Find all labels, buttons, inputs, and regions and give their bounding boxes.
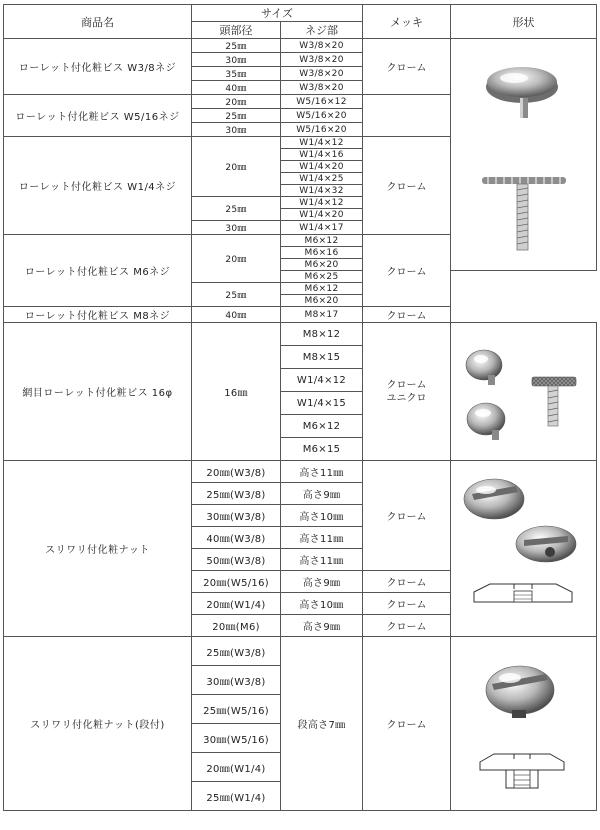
head-diameter-cell: 25㎜(W5/16) <box>192 695 281 724</box>
head-diameter-cell: 20㎜(W1/4) <box>192 753 281 782</box>
screw-cell: M6×12 <box>281 283 363 295</box>
product-name: 網目ローレット付化粧ビス 16φ <box>4 323 192 461</box>
header-head-diameter: 頭部径 <box>192 22 281 39</box>
screw-cell: M8×17 <box>281 307 363 323</box>
plating-cell: クローム <box>363 307 451 323</box>
shape-image-mesh-knurled-screw <box>451 323 597 461</box>
screw-cell: 高さ10㎜ <box>281 505 363 527</box>
product-name: ローレット付化粧ビス M6ネジ <box>4 235 192 307</box>
table-row <box>4 461 597 483</box>
product-name: ローレット付化粧ビス W3/8ネジ <box>4 39 192 95</box>
plating-cell: クローム <box>363 615 451 637</box>
plating-unichrome: ユニクロ <box>386 392 427 404</box>
screw-cell: W3/8×20 <box>281 81 363 95</box>
head-diameter-cell: 30㎜ <box>192 53 281 67</box>
screw-cell: W1/4×32 <box>281 185 363 197</box>
screw-cell: W5/16×20 <box>281 109 363 123</box>
screw-cell: M6×20 <box>281 259 363 271</box>
table-row <box>4 637 597 666</box>
screw-cell: W1/4×16 <box>281 149 363 161</box>
screw-cell: 高さ11㎜ <box>281 527 363 549</box>
head-diameter-cell: 25㎜(W3/8) <box>192 637 281 666</box>
product-name: スリワリ付化粧ナット(段付) <box>4 637 192 811</box>
header-row-1 <box>4 5 597 22</box>
head-diameter-cell: 30㎜(W3/8) <box>192 666 281 695</box>
screw-cell: W1/4×12 <box>281 369 363 392</box>
screw-cell: 高さ9㎜ <box>281 615 363 637</box>
head-diameter-cell: 20㎜(W1/4) <box>192 593 281 615</box>
knurled-screw-illustration <box>464 50 584 260</box>
head-diameter-cell: 25㎜ <box>192 39 281 53</box>
head-diameter-cell: 50㎜(W3/8) <box>192 549 281 571</box>
plating-cell <box>363 323 451 461</box>
plating-cell: クローム <box>363 593 451 615</box>
head-diameter-cell: 25㎜ <box>192 197 281 221</box>
head-diameter-cell: 20㎜(W5/16) <box>192 571 281 593</box>
head-diameter-cell: 25㎜(W3/8) <box>192 483 281 505</box>
table-row <box>4 307 597 323</box>
head-diameter-cell: 30㎜(W3/8) <box>192 505 281 527</box>
screw-cell: M6×16 <box>281 247 363 259</box>
head-diameter-cell: 25㎜ <box>192 283 281 307</box>
screw-cell: W1/4×25 <box>281 173 363 185</box>
head-diameter-cell: 25㎜(W1/4) <box>192 782 281 811</box>
slotted-nut-illustration <box>454 464 594 634</box>
spec-table <box>3 4 597 811</box>
screw-cell: 高さ9㎜ <box>281 483 363 505</box>
head-diameter-cell: 20㎜(W3/8) <box>192 461 281 483</box>
head-diameter-cell: 20㎜ <box>192 235 281 283</box>
screw-cell: W5/16×12 <box>281 95 363 109</box>
screw-cell: M8×12 <box>281 323 363 346</box>
head-diameter-cell: 30㎜ <box>192 123 281 137</box>
head-diameter-cell: 20㎜ <box>192 95 281 109</box>
product-name: ローレット付化粧ビス M8ネジ <box>4 307 192 323</box>
screw-cell: 高さ10㎜ <box>281 593 363 615</box>
product-name: ローレット付化粧ビス W1/4ネジ <box>4 137 192 235</box>
screw-cell: W3/8×20 <box>281 53 363 67</box>
plating-cell: クローム <box>363 637 451 811</box>
head-diameter-cell: 16㎜ <box>192 323 281 461</box>
screw-cell: M8×15 <box>281 346 363 369</box>
screw-cell: 高さ11㎜ <box>281 461 363 483</box>
screw-cell: W1/4×20 <box>281 161 363 173</box>
screw-cell: 段高さ7㎜ <box>281 637 363 811</box>
screw-cell: W1/4×12 <box>281 137 363 149</box>
header-shape: 形状 <box>451 5 597 39</box>
header-product-name: 商品名 <box>4 5 192 39</box>
head-diameter-cell: 20㎜(M6) <box>192 615 281 637</box>
screw-cell: M6×20 <box>281 295 363 307</box>
plating-cell: クローム <box>363 571 451 593</box>
plating-cell: クローム <box>363 235 451 307</box>
table-row <box>4 323 597 346</box>
head-diameter-cell: 35㎜ <box>192 67 281 81</box>
plating-cell-empty <box>363 95 451 137</box>
shape-image-knurled-screw <box>451 39 597 271</box>
plating-cell: クローム <box>363 461 451 571</box>
plating-cell: クローム <box>363 137 451 235</box>
screw-cell: 高さ11㎜ <box>281 549 363 571</box>
stepped-slotted-nut-illustration <box>454 644 594 804</box>
shape-image-stepped-slotted-nut <box>451 637 597 811</box>
head-diameter-cell: 30㎜ <box>192 221 281 235</box>
screw-cell: W3/8×20 <box>281 39 363 53</box>
screw-cell: 高さ9㎜ <box>281 571 363 593</box>
table-row <box>4 39 597 53</box>
head-diameter-cell: 25㎜ <box>192 109 281 123</box>
screw-cell: M6×25 <box>281 271 363 283</box>
product-name: ローレット付化粧ビス W5/16ネジ <box>4 95 192 137</box>
screw-cell: W1/4×20 <box>281 209 363 221</box>
plating-cell: クローム <box>363 39 451 95</box>
screw-cell: W1/4×15 <box>281 392 363 415</box>
product-name: スリワリ付化粧ナット <box>4 461 192 637</box>
screw-cell: W1/4×17 <box>281 221 363 235</box>
head-diameter-cell: 40㎜(W3/8) <box>192 527 281 549</box>
head-diameter-cell: 40㎜ <box>192 81 281 95</box>
head-diameter-cell: 30㎜(W5/16) <box>192 724 281 753</box>
header-plating: メッキ <box>363 5 451 39</box>
header-screw-part: ネジ部 <box>281 22 363 39</box>
screw-cell: M6×12 <box>281 235 363 247</box>
screw-cell: W3/8×20 <box>281 67 363 81</box>
mesh-knurled-screw-illustration <box>454 327 594 457</box>
screw-cell: W1/4×12 <box>281 197 363 209</box>
header-size: サイズ <box>192 5 363 22</box>
head-diameter-cell: 20㎜ <box>192 137 281 197</box>
head-diameter-cell: 40㎜ <box>192 307 281 323</box>
shape-image-slotted-nut <box>451 461 597 637</box>
screw-cell: M6×15 <box>281 438 363 461</box>
plating-chrome: クローム <box>386 379 427 391</box>
screw-cell: W5/16×20 <box>281 123 363 137</box>
screw-cell: M6×12 <box>281 415 363 438</box>
